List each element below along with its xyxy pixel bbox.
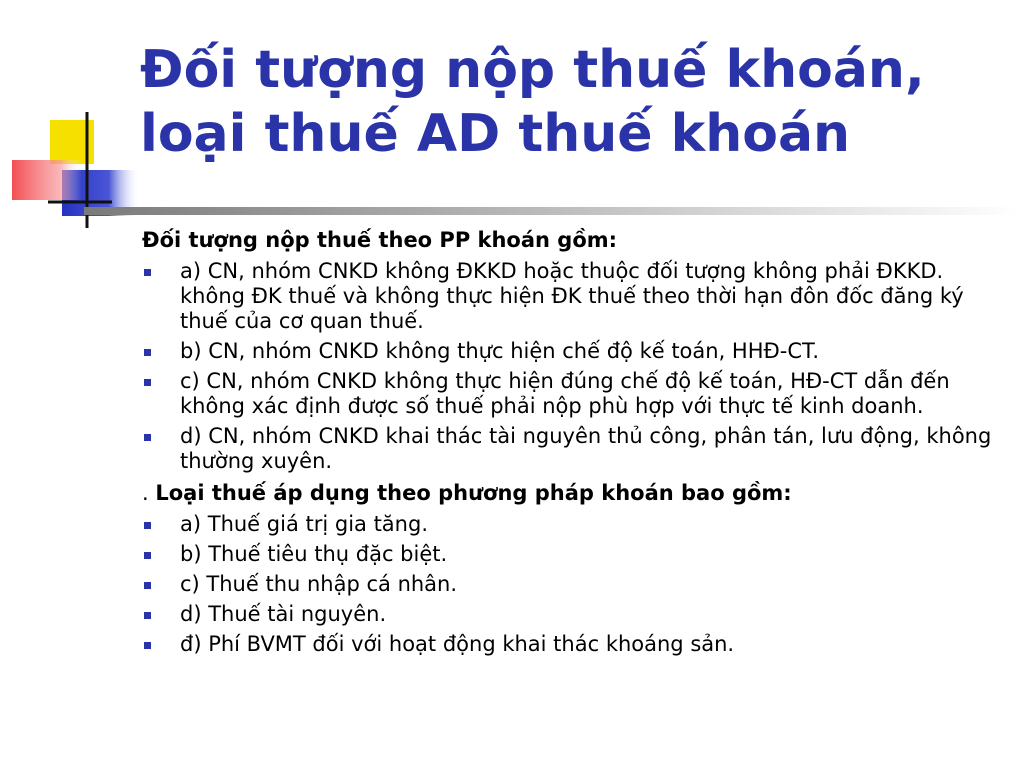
list-item [142,602,1002,627]
list-item-text: c) CN, nhóm CNKD không thực hiện đúng chế độ kế toán, HĐ-CT dẫn đến không xác định được số thuế phải nộp phù hợp với thực tế kinh doanh. [180,369,950,418]
square-bullet-icon [144,349,151,356]
list-item-text: a) CN, nhóm CNKD không ĐKKD hoặc thuộc đối tượng không phải ĐKKD. không ĐK thuế và không thực hiện ĐK thuế theo thời hạn đôn đốc đăng ký thuế của cơ quan thuế. [180,259,964,333]
title-divider [84,207,1020,215]
list-item-text: a) Thuế giá trị gia tăng. [180,512,428,536]
list-item [142,339,1002,364]
slide-body [142,226,1002,662]
slide-title: Đối tượng nộp thuế khoán, loại thuế AD thuế khoán [140,40,925,164]
square-bullet-icon [144,379,151,386]
list-item-text: d) CN, nhóm CNKD khai thác tài nguyên thủ công, phân tán, lưu động, không thường xuyên. [180,424,992,473]
square-bullet-icon [144,612,151,619]
square-bullet-icon [144,434,151,441]
square-bullet-icon [144,642,151,649]
section2-prefix: . [142,481,156,505]
section1-heading: Đối tượng nộp thuế theo PP khoán gồm: [142,228,618,252]
list-item-text: b) CN, nhóm CNKD không thực hiện chế độ kế toán, HHĐ-CT. [180,339,820,363]
red-square [12,160,82,200]
square-bullet-icon [144,552,151,559]
list-item-text: d) Thuế tài nguyên. [180,602,387,626]
list-item [142,572,1002,597]
list-item-text: c) Thuế thu nhập cá nhân. [180,572,458,596]
square-bullet-icon [144,582,151,589]
section2-heading [142,479,1002,508]
list-item-text: b) Thuế tiêu thụ đặc biệt. [180,542,448,566]
square-bullet-icon [144,522,151,529]
square-bullet-icon [144,269,151,276]
list-item-text: đ) Phí BVMT đối với hoạt động khai thác khoáng sản. [180,632,735,656]
list-item [142,424,1002,474]
list-item [142,632,1002,657]
decorative-squares-graphic [0,0,140,230]
list-item [142,542,1002,567]
list-item [142,369,1002,419]
section2-heading-text: Loại thuế áp dụng theo phương pháp khoán bao gồm: [155,481,792,505]
list-item [142,259,1002,334]
list-item [142,512,1002,537]
